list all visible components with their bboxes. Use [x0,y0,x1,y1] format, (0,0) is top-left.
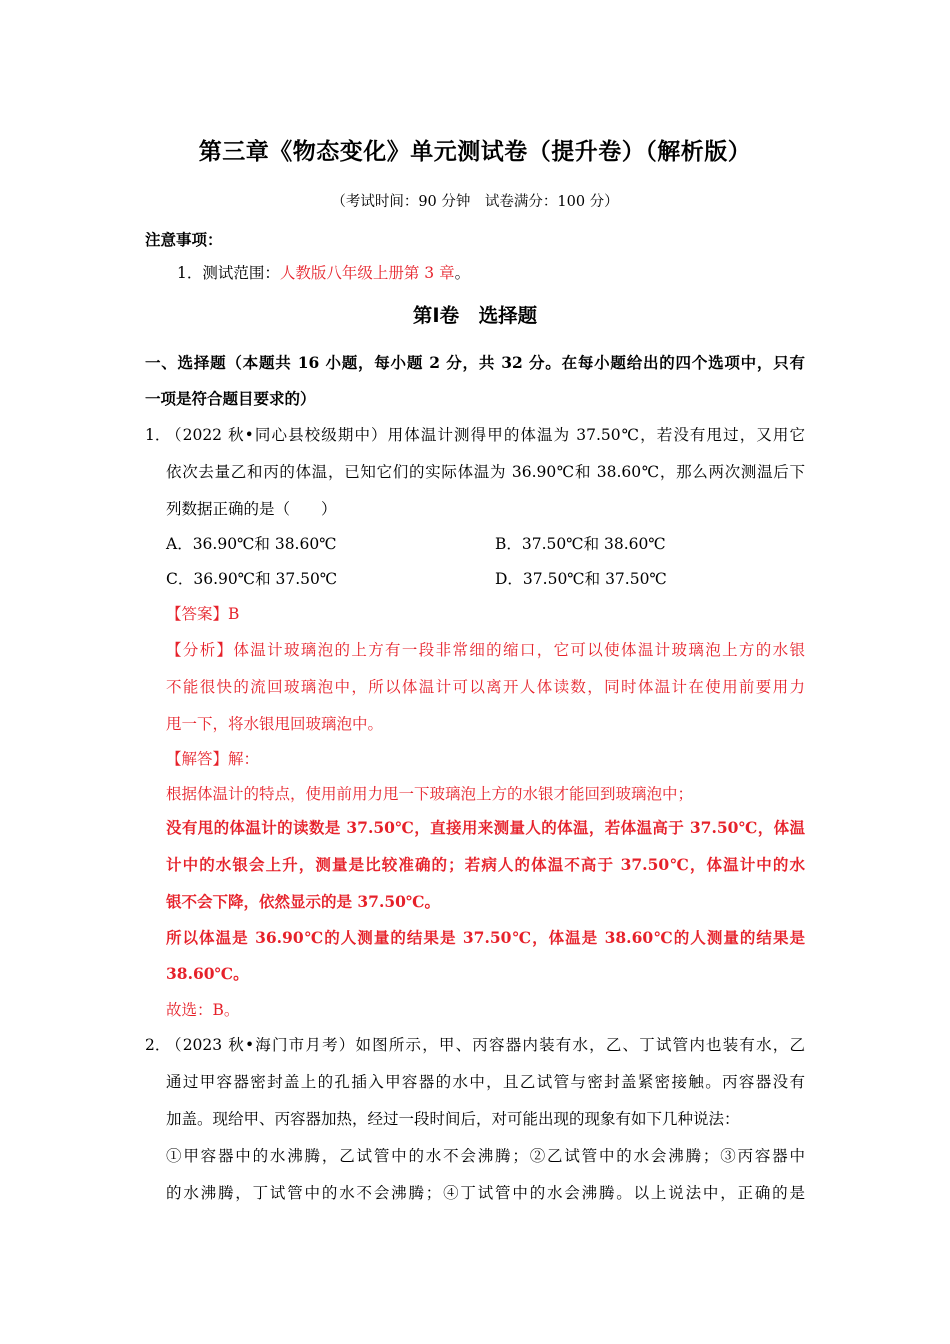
q1-solution-heading [166,748,259,770]
q2-stem-line-3: 加盖。现给甲、丙容器加热，经过一段时间后，对可能出现的现象有如下几种说法： [166,1110,740,1128]
q1-analysis-line-2: 不能很快的流回玻璃泡中，所以体温计可以离开人体读数，同时体温计在使用前要用力 [166,678,805,696]
analysis-label: 【分析】 [166,641,234,659]
analysis-text: 体温计玻璃泡的上方有一段非常细的缩口，它可以使体温计玻璃泡上方的水银 [233,641,805,659]
q1-solution-line-3: 计中的水银会上升，测量是比较准确的；若病人的体温不高于 37.50℃，体温计中的水 [166,855,805,874]
notice-item-scope: 人教版八年级上册第 3 章 [279,264,455,282]
exam-info: （考试时间：90 分钟 试卷满分：100 分） [331,194,619,210]
document-title: 第三章《物态变化》单元测试卷（提升卷）（解析版） [198,139,752,165]
q2-number: 2． [145,1036,171,1054]
notice-heading: 注意事项： [145,230,223,249]
q2-stem-line-2: 通过甲容器密封盖上的孔插入甲容器的水中，且乙试管与密封盖紧密接触。丙容器没有 [166,1073,805,1091]
answer-value: B [228,605,240,623]
q1-stem-line-1: （2022 秋•同心县校级期中）用体温计测得甲的体温为 37.50℃，若没有甩过，又用它 [166,426,805,444]
q1-option-a: A．36.90℃和 38.60℃ [166,535,337,553]
section-title: 第Ⅰ卷 选择题 [412,304,538,327]
q1-solution-line-5: 所以体温是 36.90℃的人测量的结果是 37.50℃，体温是 38.60℃的人测量的结果是 [166,928,805,947]
q1-number: 1． [145,426,171,444]
q1-solution-line-2: 没有甩的体温计的读数是 37.50℃，直接用来测量人的体温，若体温高于 37.50℃，体温 [166,818,805,837]
part-heading-line-2: 一项是符合题目要求的） [145,389,316,408]
notice-item [177,262,470,284]
q1-analysis-line-3: 甩一下，将水银甩回玻璃泡中。 [166,715,384,733]
q1-option-c: C．36.90℃和 37.50℃ [166,570,338,588]
q2-stem-line-1: （2023 秋•海门市月考）如图所示，甲、丙容器内装有水，乙、丁试管内也装有水，乙 [166,1036,805,1054]
q1-solution-line-7: 故选：B。 [166,1001,240,1019]
q1-option-b: B．37.50℃和 38.60℃ [495,535,666,553]
q1-solution-line-6: 38.60℃。 [166,964,249,983]
q2-stem-line-4: ①甲容器中的水沸腾，乙试管中的水不会沸腾；②乙试管中的水会沸腾；③丙容器中 [166,1147,805,1165]
q1-analysis-line-1 [166,639,805,661]
q1-option-d: D．37.50℃和 37.50℃ [495,570,667,588]
q1-answer [166,603,239,625]
solution-intro: 解： [228,750,260,768]
q2-stem-line-5: 的水沸腾，丁试管中的水不会沸腾；④丁试管中的水会沸腾。以上说法中，正确的是 [166,1184,805,1202]
q1-solution-line-4: 银不会下降，依然显示的是 37.50℃。 [166,892,441,911]
part-heading-line-1: 一、选择题（本题共 16 小题，每小题 2 分，共 32 分。在每小题给出的四个选项中，只有 [145,353,805,372]
answer-label: 【答案】 [166,605,229,623]
q1-stem-line-2: 依次去量乙和丙的体温，已知它们的实际体温为 36.90℃和 38.60℃，那么两次测温后下 [166,463,805,481]
q1-solution-line-1: 根据体温计的特点，使用前用力甩一下玻璃泡上方的水银才能回到玻璃泡中； [166,785,694,803]
solution-label: 【解答】 [166,750,229,768]
q1-stem-line-3: 列数据正确的是（ ） [166,500,337,518]
notice-item-suffix: 。 [454,264,471,282]
notice-item-prefix: 1．测试范围： [177,264,280,282]
